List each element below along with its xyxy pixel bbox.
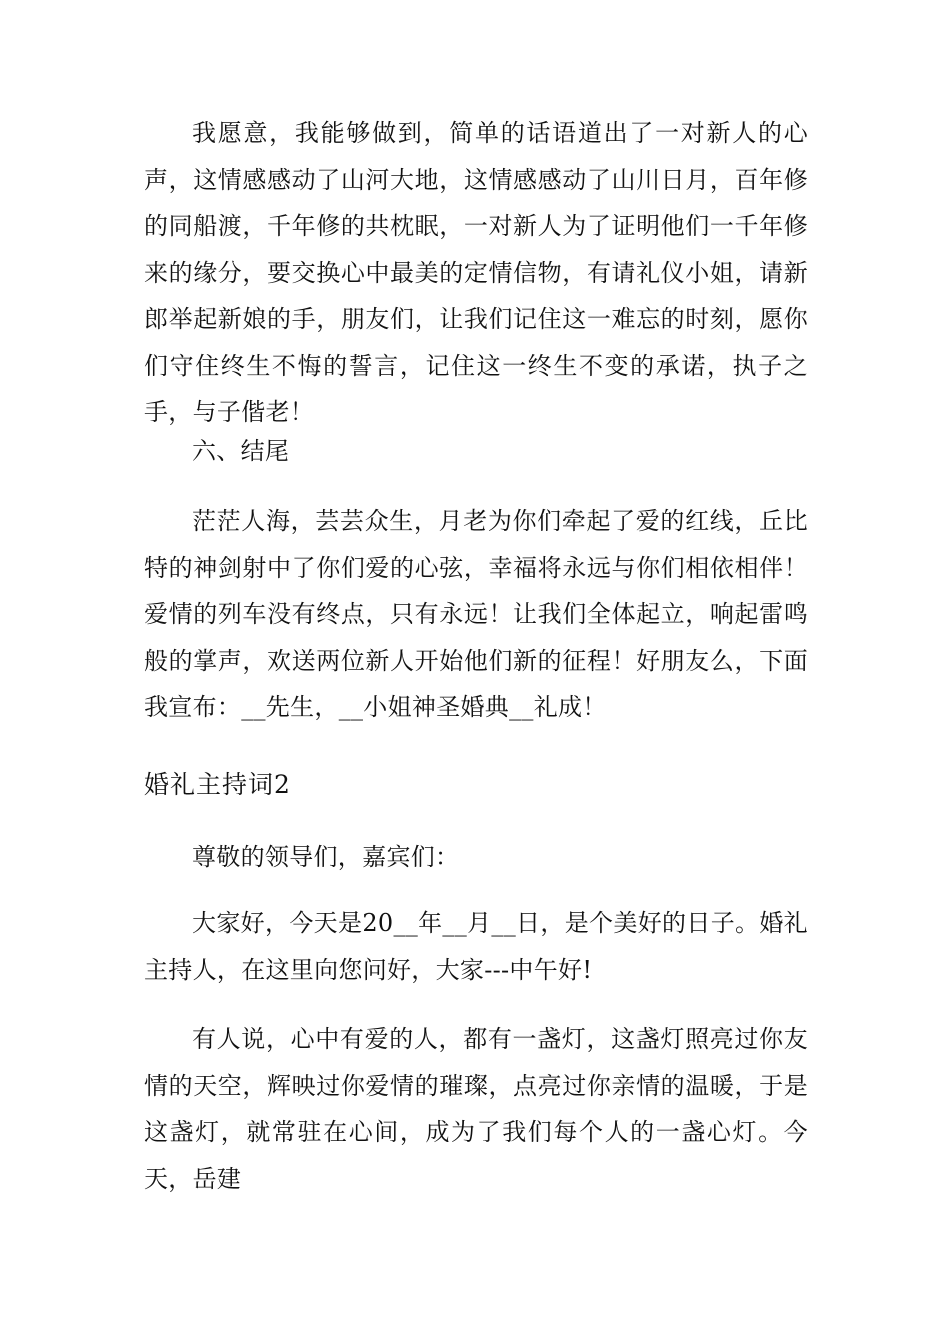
hello-paragraph: 大家好，今天是20__年__月__日，是个美好的日子。婚礼主持人，在这里向您问好，大家---中午好! — [144, 909, 808, 984]
lamp-paragraph: 有人说，心中有爱的人，都有一盏灯，这盏灯照亮过你友情的天空，辉映过你爱情的璀璨，点亮过你亲情的温暖，于是这盏灯，就常驻在心间，成为了我们每个人的一盏心灯。今天，岳建 — [144, 1025, 808, 1193]
section-heading-2: 婚礼主持词2 — [144, 770, 291, 799]
greeting-paragraph: 尊敬的领导们，嘉宾们： — [192, 843, 460, 871]
closing-paragraph: 茫茫人海，芸芸众生，月老为你们牵起了爱的红线，丘比特的神剑射中了你们爱的心弦，幸福将永远与你们相依相伴！爱情的列车没有终点，只有永远！让我们全体起立，响起雷鸣般的掌声，欢送两位新人开始他们新的征程！好朋友么，下面我宣布：__先生，__小姐神圣婚典__礼成！ — [144, 507, 808, 721]
vow-paragraph: 我愿意，我能够做到，简单的话语道出了一对新人的心声，这情感感动了山河大地，这情感感动了山川日月，百年修的同船渡，千年修的共枕眠，一对新人为了证明他们一千年修来的缘分，要交换心中最美的定情信物，有请礼仪小姐，请新郎举起新娘的手，朋友们，让我们记住这一难忘的时刻，愿你们守住终生不悔的誓言，记住这一终生不变的承诺，执子之手，与子偕老！ — [144, 119, 808, 426]
section-six-heading: 六、结尾 — [192, 437, 290, 465]
